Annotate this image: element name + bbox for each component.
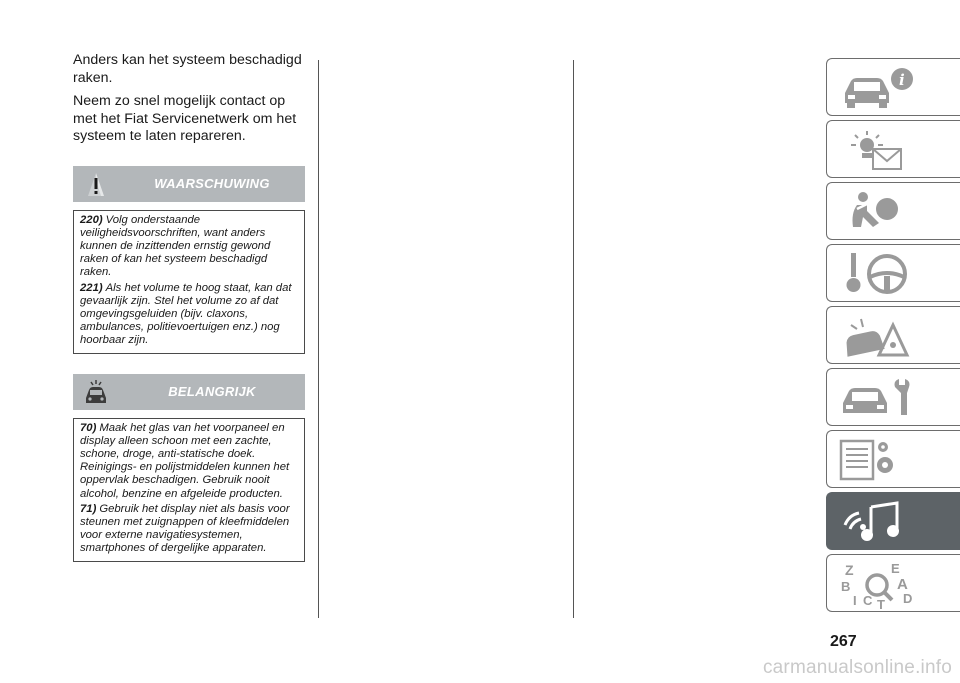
multimedia-icon [837, 497, 927, 547]
technical-data-icon [837, 435, 927, 485]
tab-technical-data[interactable] [826, 430, 960, 488]
intro-paragraph: Anders kan het systeem beschadigd raken. [73, 52, 302, 86]
tab-maintenance[interactable] [826, 368, 960, 426]
important-title: BELANGRIJK [168, 383, 256, 399]
warning-lights-icon [837, 125, 927, 175]
page-number: 267 [830, 633, 857, 650]
key-steering-wheel-icon [837, 249, 927, 299]
important-box [73, 374, 305, 562]
emergency-icon [837, 311, 927, 361]
left-column [73, 52, 305, 562]
index-letter: D [903, 591, 913, 606]
warning-title: WAARSCHUWING [154, 175, 270, 191]
index-letter: A [897, 576, 908, 593]
index-letter: Z [845, 562, 854, 578]
tab-index[interactable] [826, 554, 960, 612]
warning-triangle-icon [83, 170, 109, 198]
important-body [73, 418, 305, 562]
index-letter: B [841, 579, 851, 594]
column-divider [318, 60, 319, 618]
car-damage-icon [83, 378, 109, 406]
tab-safety[interactable] [826, 182, 960, 240]
index-icon [837, 559, 927, 609]
airbag-safety-icon [837, 187, 927, 237]
tab-starting-driving[interactable] [826, 244, 960, 302]
index-letter: I [853, 593, 857, 608]
car-maintenance-icon [837, 373, 927, 423]
important-header [73, 374, 305, 410]
svg-text:i: i [899, 71, 905, 89]
column-divider [573, 60, 574, 618]
tab-car-info[interactable] [826, 58, 960, 116]
tab-warning-lights[interactable] [826, 120, 960, 178]
tab-emergency[interactable] [826, 306, 960, 364]
important-item: 71) Gebruik het display niet als basis voor steunen met zuignappen of kleefmiddelen voor externe navigatiesystemen, smartphones of dergelijke apparaten. [80, 502, 290, 555]
index-letter: E [891, 561, 900, 576]
index-letter: C [863, 593, 873, 608]
intro-paragraph: Neem zo snel mogelijk contact op met het Fiat Servicenetwerk om het systeem te laten repareren. [73, 93, 297, 144]
warning-box [73, 166, 305, 354]
index-letter: T [877, 597, 885, 609]
watermark: carmanualsonline.info [762, 657, 952, 678]
warning-body [73, 210, 305, 354]
tab-multimedia[interactable] [826, 492, 960, 550]
warning-header [73, 166, 305, 202]
warning-item: 220) Volg onderstaande veiligheidsvoorschriften, want anders kunnen de inzittenden ernstig gewond raken of kan het systeem beschadigd raken. [80, 213, 271, 279]
intro-text [73, 52, 305, 146]
warning-item: 221) Als het volume te hoog staat, kan dat gevaarlijk zijn. Stel het volume zo af dat omgevingsgeluiden (bijv. claxons, ambulances, politievoertuigen enz.) nog hoorbaar zijn. [80, 281, 292, 347]
car-info-icon [837, 63, 927, 113]
important-item: 70) Maak het glas van het voorpaneel en display alleen schoon met een zachte, schone, droge, anti-statische doek. Reinigings- en polijstmiddelen kunnen het oppervlak beschadigen. Gebruik nooit alcohol, benzine en afgeleide producten. [80, 421, 290, 500]
